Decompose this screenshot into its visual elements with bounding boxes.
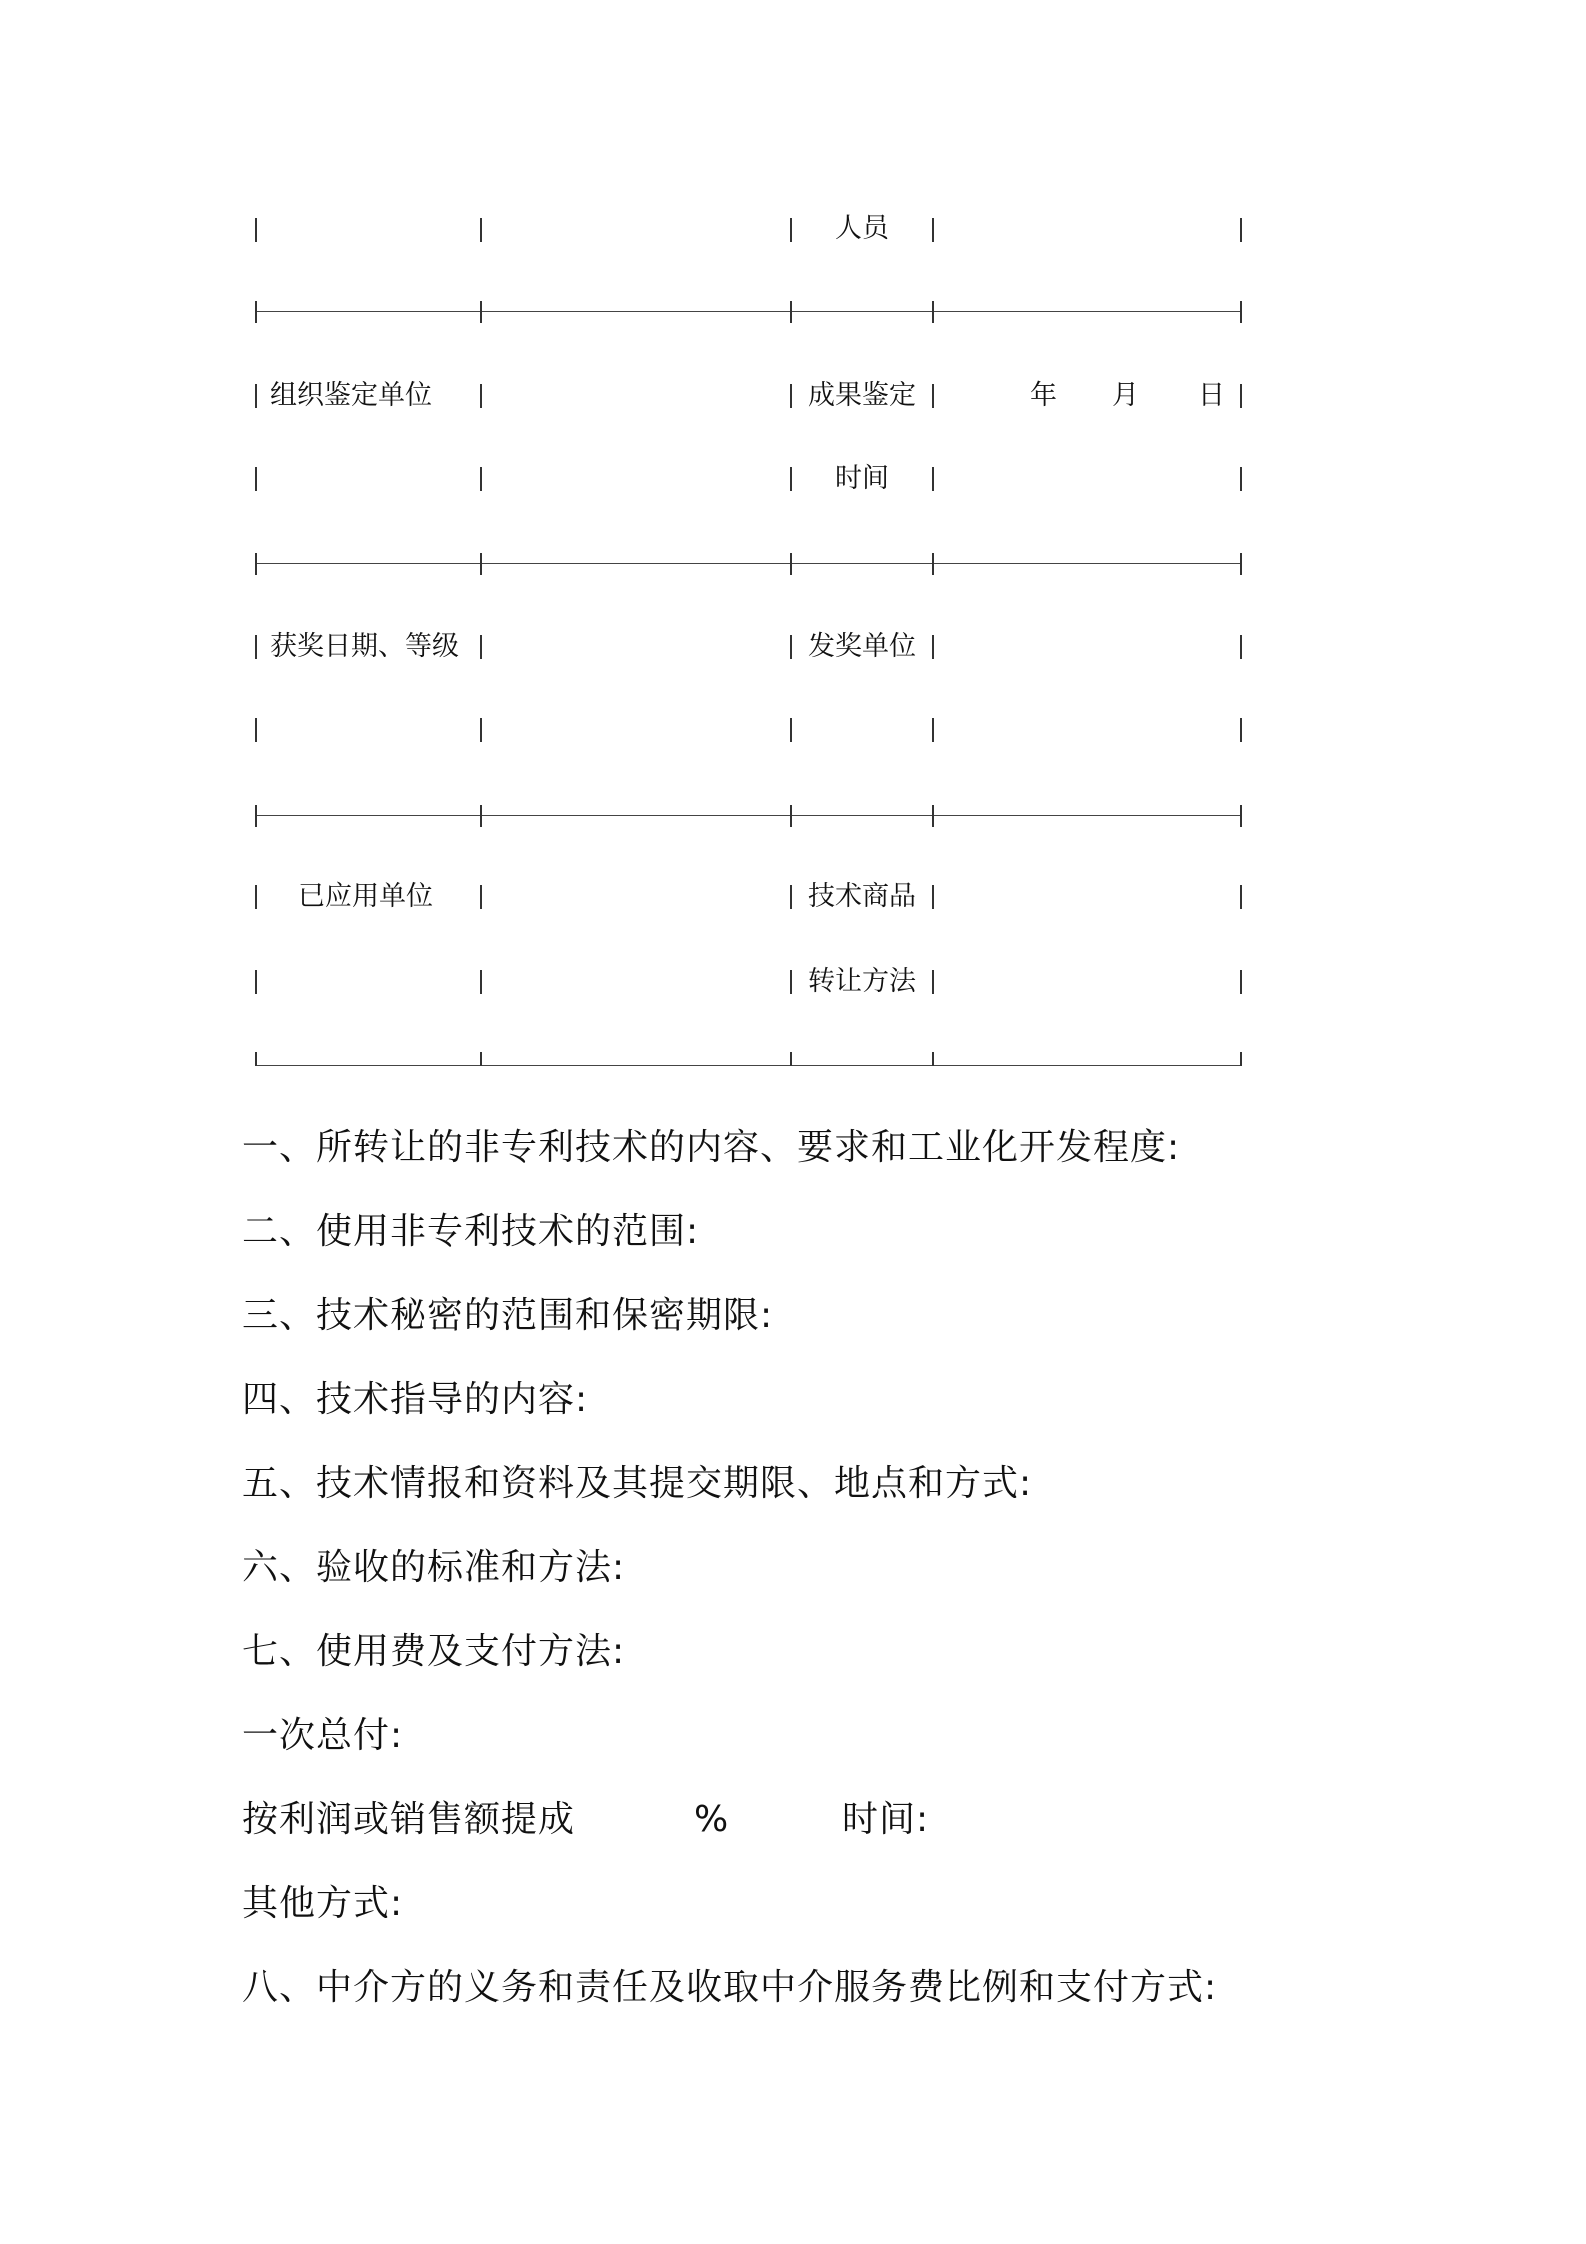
table-vline (255, 635, 257, 659)
table-hline (256, 815, 1241, 816)
table-vline (932, 467, 934, 491)
table-vline (790, 718, 792, 742)
table-vline (255, 467, 257, 491)
table-vline (480, 218, 482, 242)
table-bottom-border (256, 1065, 1241, 1066)
table-vline (480, 718, 482, 742)
table-tick (480, 553, 482, 575)
table-vline (255, 384, 257, 408)
table-vline (932, 718, 934, 742)
table-vline (932, 218, 934, 242)
table-vline (932, 970, 934, 994)
table-vline (480, 384, 482, 408)
table-vline (1240, 218, 1242, 242)
lump-sum-payment: 一次总付: (242, 1715, 404, 1756)
table-tick (255, 805, 257, 827)
section-8-intermediary: 八、中介方的义务和责任及收取中介服务费比例和支付方式: (242, 1967, 1218, 2008)
table-tick (1240, 805, 1242, 827)
table-vline (932, 885, 934, 909)
profit-share-label: 按利润或销售额提成 (242, 1799, 576, 1840)
date-month: 月 (1112, 380, 1139, 411)
cell-transfer-method-label-2: 转让方法 (808, 966, 916, 997)
cell-appraisal-org-label: 组织鉴定单位 (270, 380, 432, 411)
cell-award-org-label: 发奖单位 (808, 631, 916, 662)
table-tick (1240, 553, 1242, 575)
table-tick (790, 805, 792, 827)
table-vline (480, 467, 482, 491)
table-vline (480, 970, 482, 994)
section-1-content-requirements: 一、所转让的非专利技术的内容、要求和工业化开发程度: (242, 1127, 1181, 1168)
percent-sign: % (694, 1799, 730, 1840)
table-vline (255, 718, 257, 742)
table-vline (1240, 467, 1242, 491)
table-vline (932, 635, 934, 659)
section-2-usage-scope: 二、使用非专利技术的范围: (242, 1211, 700, 1252)
table-tick (932, 553, 934, 575)
table-tick (480, 805, 482, 827)
table-tick (790, 301, 792, 323)
table-tick (932, 301, 934, 323)
date-day: 日 (1198, 380, 1225, 411)
cell-personnel-label: 人员 (835, 213, 889, 244)
cell-applied-org-label: 已应用单位 (298, 881, 433, 912)
table-tick (1240, 301, 1242, 323)
section-5-information-materials: 五、技术情报和资料及其提交期限、地点和方式: (242, 1463, 1033, 1504)
table-vline (480, 635, 482, 659)
table-tick (932, 805, 934, 827)
time-label: 时间: (842, 1799, 930, 1840)
table-tick (790, 1052, 792, 1066)
table-hline (256, 563, 1241, 564)
table-vline (932, 384, 934, 408)
cell-award-date-label: 获奖日期、等级 (270, 631, 459, 662)
table-vline (255, 885, 257, 909)
table-tick (255, 1052, 257, 1066)
cell-appraisal-time-label: 成果鉴定 (808, 380, 916, 411)
section-7-fees-payment: 七、使用费及支付方法: (242, 1631, 626, 1672)
section-6-acceptance: 六、验收的标准和方法: (242, 1547, 626, 1588)
table-tick (790, 553, 792, 575)
section-3-secrecy-scope: 三、技术秘密的范围和保密期限: (242, 1295, 774, 1336)
table-tick (255, 301, 257, 323)
table-vline (480, 885, 482, 909)
table-tick (480, 301, 482, 323)
table-vline (1240, 885, 1242, 909)
table-vline (255, 218, 257, 242)
table-tick (1240, 1052, 1242, 1066)
table-tick (255, 553, 257, 575)
table-vline (1240, 718, 1242, 742)
table-vline (1240, 970, 1242, 994)
table-vline (1240, 384, 1242, 408)
cell-transfer-method-label: 技术商品 (808, 881, 916, 912)
section-4-technical-guidance: 四、技术指导的内容: (242, 1379, 589, 1420)
table-vline (255, 970, 257, 994)
cell-appraisal-time-label-2: 时间 (835, 463, 889, 494)
table-tick (480, 1052, 482, 1066)
table-vline (1240, 635, 1242, 659)
other-method: 其他方式: (242, 1883, 404, 1924)
table-tick (932, 1052, 934, 1066)
table-hline (256, 311, 1241, 312)
date-year: 年 (1030, 380, 1057, 411)
